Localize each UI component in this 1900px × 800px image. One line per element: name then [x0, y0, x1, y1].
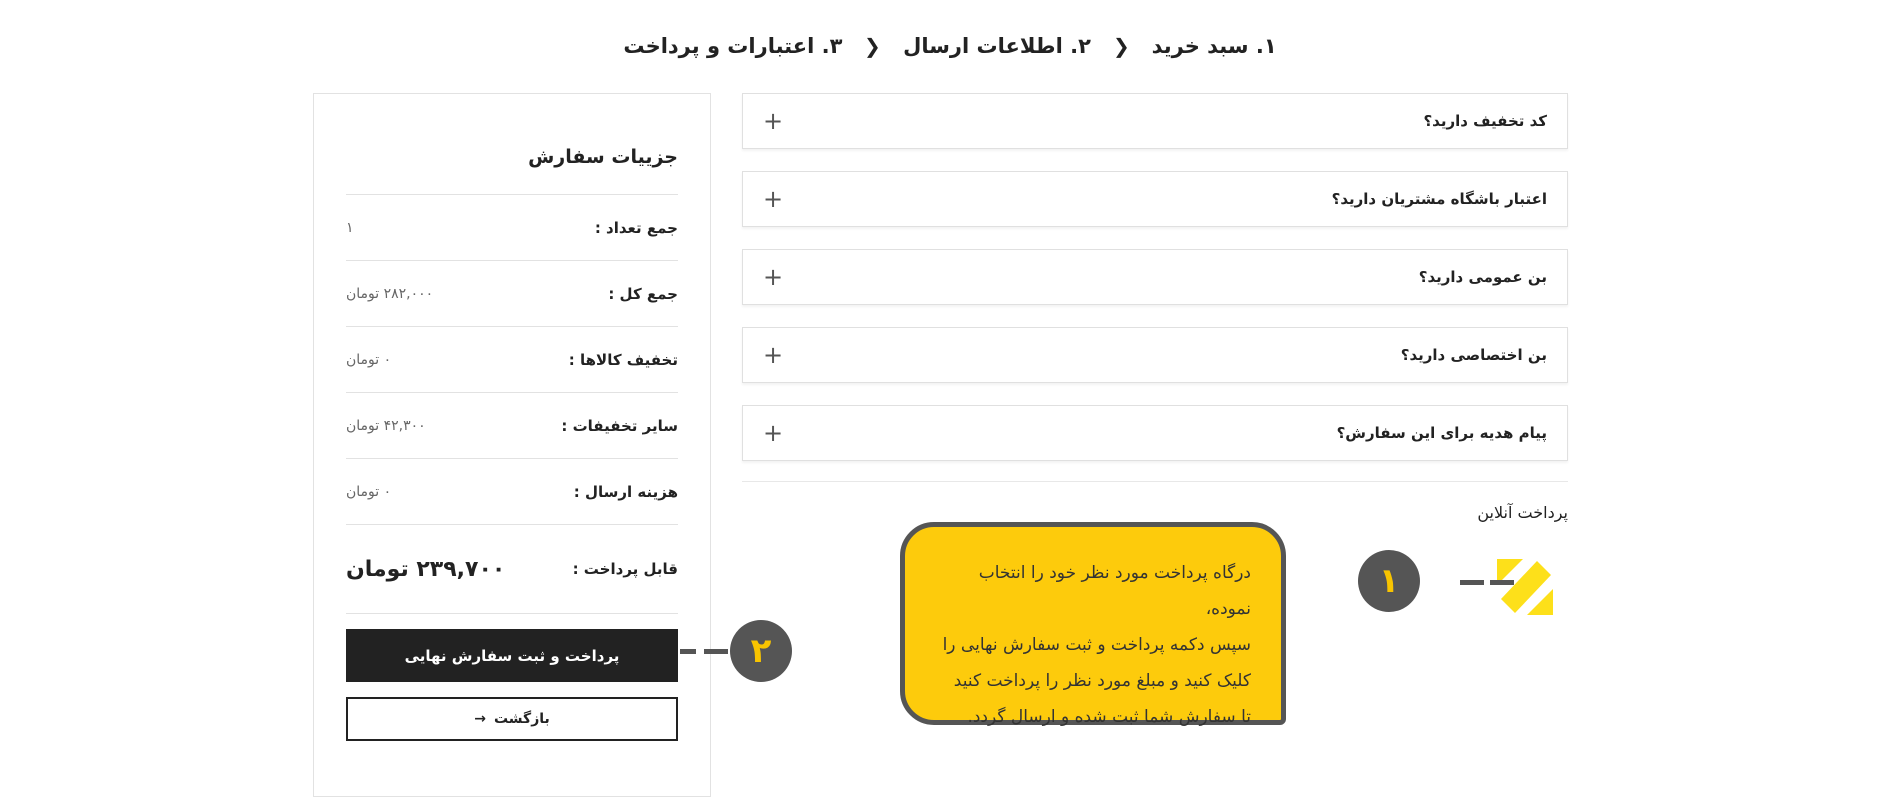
step-cart-link[interactable]: ۱. سبد خرید: [1151, 34, 1277, 58]
row-label: جمع کل :: [608, 284, 678, 303]
accordion-discount-code[interactable]: [742, 93, 1568, 149]
summary-row-total: [346, 260, 678, 326]
connector-dash: [1460, 580, 1484, 585]
plus-icon[interactable]: +: [763, 185, 784, 213]
accordion-exclusive-voucher[interactable]: [742, 327, 1568, 383]
chevron-left-icon: ❯: [1112, 34, 1130, 58]
accordion-label: بن عمومی دارید؟: [1418, 268, 1547, 286]
row-value: ۱: [346, 219, 354, 236]
plus-icon[interactable]: +: [763, 419, 784, 447]
summary-row-quantity: [346, 194, 678, 260]
order-summary-panel: [313, 93, 711, 797]
section-divider: [742, 481, 1568, 482]
accordion-club-credit[interactable]: [742, 171, 1568, 227]
step-marker-2: ۲: [730, 620, 792, 682]
summary-row-item-discount: [346, 326, 678, 392]
callout-line: کلیک کنید و مبلغ مورد نظر را پرداخت کنید: [953, 671, 1251, 691]
row-label: هزینه ارسال :: [573, 482, 678, 501]
connector-dash: [1490, 580, 1514, 585]
back-button[interactable]: [346, 697, 678, 741]
checkout-steps-breadcrumb: [0, 34, 1900, 58]
callout-line: تا سفارش شما ثبت شده و ارسال گردد.: [967, 707, 1251, 727]
step-marker-1: ۱: [1358, 550, 1420, 612]
row-value: ۰ تومان: [346, 483, 392, 500]
row-value: ۴۲,۳۰۰ تومان: [346, 417, 426, 434]
payable-amount: ۲۳۹,۷۰۰ تومان: [346, 556, 506, 582]
callout-line: سپس دکمه پرداخت و ثبت سفارش نهایی را: [942, 635, 1251, 655]
plus-icon[interactable]: +: [763, 341, 784, 369]
connector-dash: [680, 649, 696, 654]
row-value: ۰ تومان: [346, 351, 392, 368]
tutorial-callout: [900, 522, 1286, 725]
summary-row-payable: [346, 524, 678, 614]
order-summary-title: جزییات سفارش: [528, 146, 678, 168]
accordion-gift-message[interactable]: [742, 405, 1568, 461]
plus-icon[interactable]: +: [763, 107, 784, 135]
pay-and-submit-order-button[interactable]: پرداخت و ثبت سفارش نهایی: [346, 629, 678, 682]
accordion-label: بن اختصاصی دارید؟: [1400, 346, 1547, 364]
step-shipping-link[interactable]: ۲. اطلاعات ارسال: [903, 34, 1091, 58]
callout-line: درگاه پرداخت مورد نظر خود را انتخاب نموده،: [978, 563, 1251, 619]
summary-row-other-discounts: [346, 392, 678, 458]
zarinpal-logo-icon[interactable]: [1493, 555, 1557, 619]
accordion-label: اعتبار باشگاه مشتریان دارید؟: [1331, 190, 1547, 208]
plus-icon[interactable]: +: [763, 263, 784, 291]
payable-label: قابل پرداخت :: [572, 560, 678, 578]
row-value: ۲۸۲,۰۰۰ تومان: [346, 285, 434, 302]
chevron-left-icon: ❯: [864, 34, 882, 58]
connector-dash: [704, 649, 728, 654]
row-label: جمع تعداد :: [594, 218, 678, 237]
summary-row-shipping-cost: [346, 458, 678, 524]
step-payment-current: ۳. اعتبارات و پرداخت: [623, 34, 843, 58]
online-payment-label: پرداخت آنلاین: [1477, 503, 1568, 522]
row-label: سایر تخفیفات :: [561, 416, 678, 435]
accordion-general-voucher[interactable]: [742, 249, 1568, 305]
back-button-label: بازگشت: [493, 711, 550, 727]
row-label: تخفیف کالاها :: [568, 350, 678, 369]
accordion-label: پیام هدیه برای این سفارش؟: [1336, 424, 1547, 442]
arrow-right-icon: →: [474, 711, 486, 727]
accordion-label: کد تخفیف دارید؟: [1423, 112, 1547, 130]
